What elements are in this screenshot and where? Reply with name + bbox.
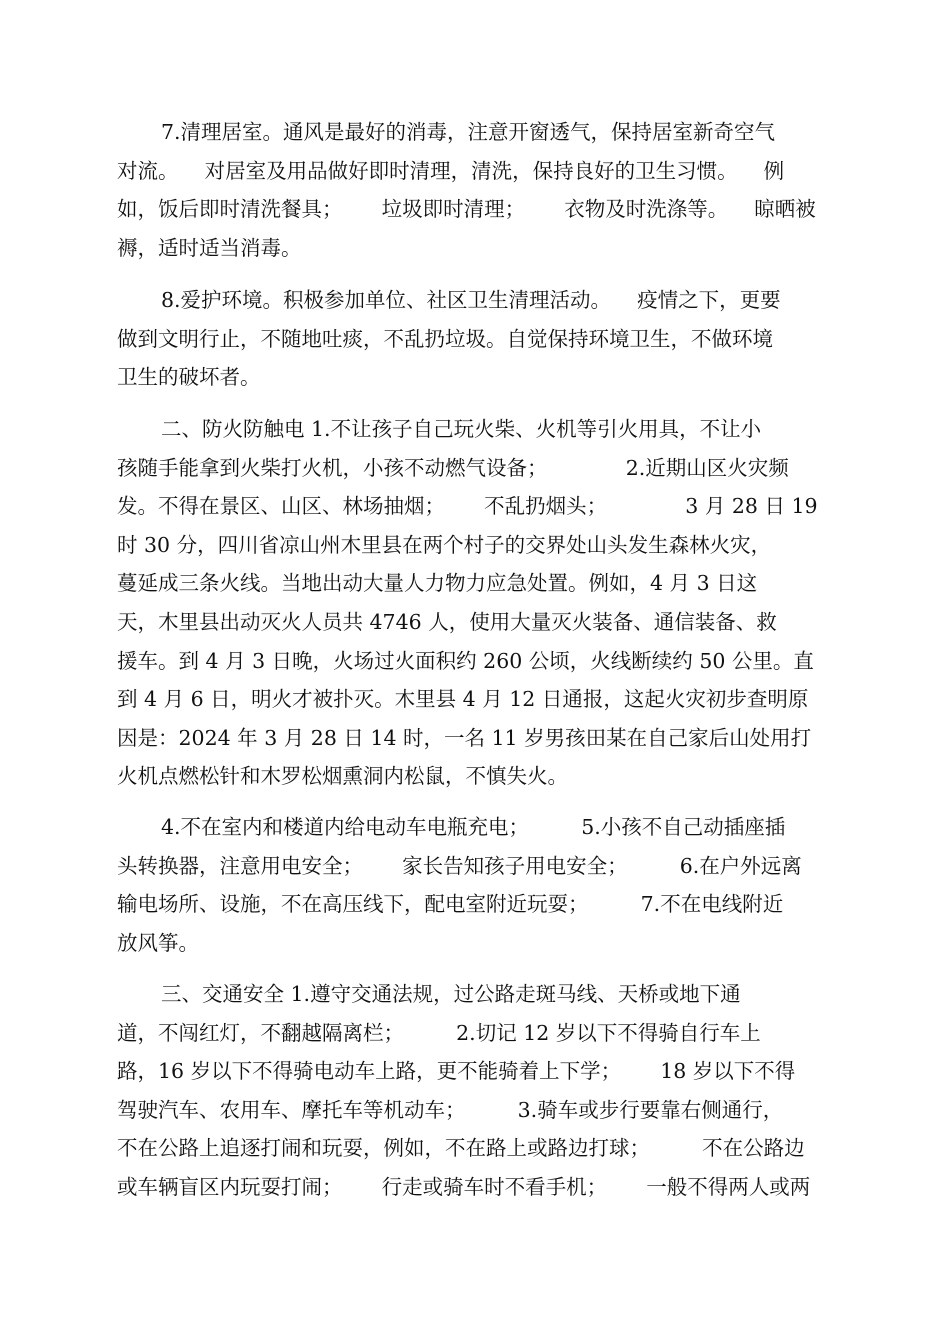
text-line: 做到文明行止，不随地吐痰，不乱扔垃圾。自觉保持环境卫生，不做环境 — [117, 326, 773, 351]
text-line: 输电场所、设施，不在高压线下，配电室附近玩耍； 7.不在电线附近 — [117, 892, 784, 917]
paragraph-environment — [117, 281, 837, 397]
text-line: 对流。 对居室及用品做好即时清理，清洗，保持良好的卫生习惯。 例 — [117, 158, 785, 183]
paragraph-cleaning — [117, 113, 837, 267]
paragraph-fire-safety — [117, 410, 837, 796]
text-line: 援车。到 4 月 3 日晚，火场过火面积约 260 公顷，火线断续约 50 公里。直 — [117, 648, 814, 673]
text-line: 天，木里县出动灭火人员共 4746 人，使用大量灭火装备、通信装备、救 — [117, 609, 777, 634]
text-line: 路，16 岁以下不得骑电动车上路，更不能骑着上下学； 18 岁以下不得 — [117, 1059, 796, 1084]
text-line: 驾驶汽车、农用车、摩托车等机动车； 3.骑车或步行要靠右侧通行， — [117, 1097, 784, 1122]
text-line: 如，饭后即时清洗餐具； 垃圾即时清理； 衣物及时洗涤等。 晾晒被 — [117, 197, 816, 222]
text-line: 头转换器，注意用电安全； 家长告知孩子用电安全； 6.在户外远离 — [117, 853, 802, 878]
text-line: 卫生的破坏者。 — [117, 365, 261, 390]
text-line: 不在公路上追逐打闹和玩耍，例如，不在路上或路边打球； 不在公路边 — [117, 1136, 805, 1161]
text-line: 8.爱护环境。积极参加单位、社区卫生清理活动。 疫情之下，更要 — [161, 288, 781, 312]
text-line: 7.清理居室。通风是最好的消毒，注意开窗透气，保持居室新奇空气 — [161, 120, 776, 144]
paragraph-traffic-safety — [117, 975, 837, 1207]
text-line: 道，不闯红灯，不翻越隔离栏； 2.切记 12 岁以下不得骑自行车上 — [117, 1020, 761, 1045]
text-line: 放风筝。 — [117, 930, 199, 955]
text-line: 到 4 月 6 日，明火才被扑灭。木里县 4 月 12 日通报，这起火灾初步查明原 — [117, 687, 809, 712]
paragraph-electric-safety — [117, 808, 837, 962]
text-line: 或车辆盲区内玩耍打闹； 行走或骑车时不看手机； 一般不得两人或两 — [117, 1174, 811, 1199]
text-line: 蔓延成三条火线。当地出动大量人力物力应急处置。例如，4 月 3 日这 — [117, 571, 758, 596]
text-line: 二、防火防触电 1.不让孩子自己玩火柴、火机等引火用具，不让小 — [161, 417, 762, 441]
text-line: 4.不在室内和楼道内给电动车电瓶充电； 5.小孩不自己动插座插 — [161, 815, 786, 839]
text-line: 褥，适时适当消毒。 — [117, 235, 302, 260]
text-line: 火机点燃松针和木罗松烟熏洞内松鼠，不慎失火。 — [117, 764, 568, 789]
text-line: 三、交通安全 1.遵守交通法规，过公路走斑马线、天桥或地下通 — [161, 982, 741, 1006]
text-line: 发。不得在景区、山区、林场抽烟； 不乱扔烟头； 3 月 28 日 19 — [117, 494, 818, 519]
text-line: 时 30 分，四川省凉山州木里县在两个村子的交界处山头发生森林火灾， — [117, 532, 772, 557]
text-line: 因是：2024 年 3 月 28 日 14 时，一名 11 岁男孩田某在自己家后山处用打 — [117, 725, 812, 750]
text-line: 孩随手能拿到火柴打火机，小孩不动燃气设备； 2.近期山区火灾频 — [117, 455, 789, 480]
